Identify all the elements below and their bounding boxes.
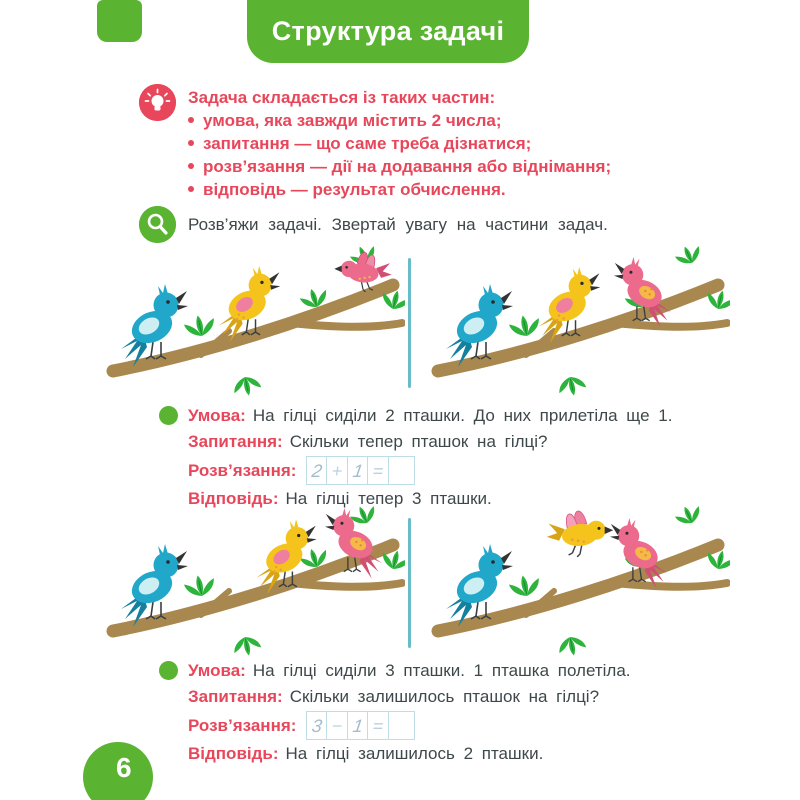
yellow-bird-flying [547, 511, 614, 557]
rozviazannia-row [188, 710, 768, 741]
trace-cell[interactable]: 3 [306, 711, 328, 740]
trace-cell[interactable]: 1 [347, 456, 369, 485]
intro-block [188, 86, 611, 201]
bullet-dot-icon [188, 163, 194, 169]
illustration-2-left [105, 503, 405, 658]
magnifier-icon [139, 206, 176, 243]
zapytannia-text: Скільки тепер пташок на гілці? [289, 432, 548, 451]
trace-cell[interactable]: + [326, 456, 348, 485]
page-title: Структура задачі [271, 16, 505, 46]
trace-cell[interactable]: 1 [347, 711, 369, 740]
vidpovid-text: На гілці тепер 3 пташки. [285, 489, 492, 508]
instruction-text: Розв’яжи задачі. Звертай увагу на частини задач. [188, 215, 608, 234]
answer-cell[interactable] [388, 711, 415, 740]
page-title-banner [247, 0, 529, 63]
zapytannia-label: Запитання: [188, 687, 283, 706]
bullet-dot-icon [188, 140, 194, 146]
vidpovid-row [188, 741, 768, 767]
vidpovid-label: Відповідь: [188, 744, 279, 763]
bullet-dot-icon [188, 186, 194, 192]
trace-cell[interactable]: = [367, 711, 389, 740]
intro-bullet: запитання — що саме треба дізнатися; [188, 132, 611, 155]
zapytannia-row [188, 684, 768, 710]
umova-text: На гілці сиділи 2 пташки. До них прилетіла ще 1. [252, 406, 673, 425]
solution-cells [307, 711, 415, 740]
illustration-2-right [430, 503, 730, 658]
umova-label: Умова: [188, 406, 246, 425]
intro-bullet: умова, яка завжди містить 2 числа; [188, 109, 611, 132]
trace-cell[interactable]: 2 [306, 456, 328, 485]
task-bullet-icon [159, 661, 178, 680]
umova-text: На гілці сиділи 3 пташки. 1 пташка полетіла. [252, 661, 631, 680]
illustration-1-right [430, 243, 730, 398]
panel-divider [408, 518, 411, 648]
page-number: 6 [116, 752, 132, 783]
bullet-dot-icon [188, 117, 194, 123]
task-1 [188, 403, 768, 512]
task-2 [188, 658, 768, 767]
intro-heading: Задача складається із таких частин: [188, 88, 496, 107]
rozviazannia-row [188, 455, 768, 486]
lightbulb-icon [139, 84, 176, 121]
solution-cells [307, 456, 415, 485]
trace-cell[interactable]: − [326, 711, 348, 740]
panel-divider [408, 258, 411, 388]
rozviazannia-label: Розв’язання: [188, 460, 297, 480]
zapytannia-row [188, 429, 768, 455]
task-bullet-icon [159, 406, 178, 425]
zapytannia-text: Скільки залишилось пташок на гілці? [289, 687, 600, 706]
corner-tab [97, 0, 142, 42]
umova-row [188, 658, 768, 684]
illustration-1-left [105, 243, 405, 398]
intro-bullet: відповідь — результат обчислення. [188, 178, 611, 201]
vidpovid-label: Відповідь: [188, 489, 279, 508]
umova-row [188, 403, 768, 429]
zapytannia-label: Запитання: [188, 432, 283, 451]
vidpovid-text: На гілці залишилось 2 пташки. [285, 744, 544, 763]
intro-bullet: розв’язання — дії на додавання або віднімання; [188, 155, 611, 178]
trace-cell[interactable]: = [367, 456, 389, 485]
rozviazannia-label: Розв’язання: [188, 715, 297, 735]
umova-label: Умова: [188, 661, 246, 680]
answer-cell[interactable] [388, 456, 415, 485]
